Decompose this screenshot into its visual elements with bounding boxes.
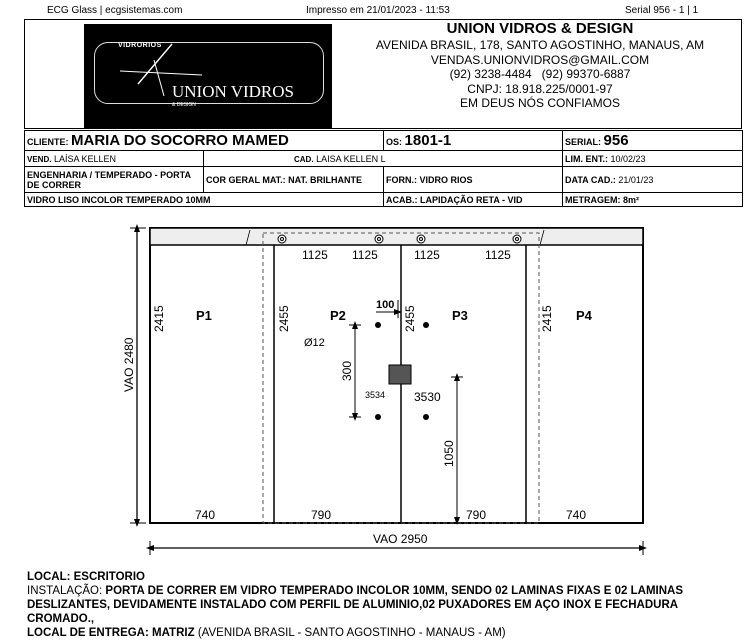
company-motto: EM DEUS NÓS CONFIAMOS: [459, 96, 620, 110]
instalacao-line: [27, 584, 742, 626]
handle-spacing-dim: 300: [340, 360, 354, 381]
metragem-cell: METRAGEM: 8m²: [563, 193, 743, 207]
entrega-line: LOCAL DE ENTREGA: MATRIZ (AVENIDA BRASIL - SANTO AGOSTINHO - MANAUS - AM): [27, 627, 506, 639]
entrega-address: (AVENIDA BRASIL - SANTO AGOSTINHO - MANAUS - AM): [197, 627, 506, 639]
product-type-cell: ENGENHARIA / TEMPERADO - PORTA DE CORRER: [25, 167, 204, 193]
height-dim-2: 2455: [277, 305, 291, 332]
logo-star-icon: [84, 24, 332, 128]
printed-date: Impresso em 21/01/2023 - 11:53: [306, 5, 450, 16]
top-rail: [150, 228, 643, 245]
height-dim-3: 2455: [403, 305, 417, 332]
os-number: 1801-1: [404, 132, 452, 149]
logo-sub-text: & DESIGN: [172, 102, 196, 108]
hole-label-left: 3534: [365, 390, 386, 400]
company-address: AVENIDA BRASIL, 178, SANTO AGOSTINHO, MANAUS, AM: [375, 38, 705, 52]
serial-cell: SERIAL: 956: [563, 131, 743, 151]
print-header: [0, 5, 752, 19]
instalacao-text: PORTA DE CORRER EM VIDRO TEMPERADO INCOLOR 10MM, SENDO 02 LAMINAS FIXAS E 02 LAMINAS DESLIZANTES, DEVIDAMENTE INSTALADO COM PERFIL DE ALUMINIO,02 PUXADORES EM AÇO INOX E FECHADURA CROMADO.,: [27, 585, 684, 625]
company-info: [340, 20, 740, 111]
vend-cell: VEND. LAÍSA KELLEN: [25, 151, 204, 167]
client-name: MARIA DO SOCORRO MAMED: [71, 132, 289, 149]
hole-label-right: 3530: [414, 390, 441, 404]
lim-cell: LIM. ENT.: 10/02/23: [563, 151, 743, 167]
handle-height-dim: 1050: [442, 440, 456, 467]
top-dim-3: 1125: [414, 248, 440, 262]
vao-height-dim: VAO 2480: [122, 337, 136, 392]
panel-label-p4: P4: [576, 308, 592, 323]
company-logo: [84, 24, 332, 128]
cor-geral-cell: COR GERAL MAT.: NAT. BRILHANTE: [204, 167, 384, 193]
order-info-table: [24, 130, 743, 207]
forn-cell: FORN.: VIDRO RIOS: [384, 167, 563, 193]
lim-date: 10/02/23: [610, 153, 646, 164]
cad-cell: CAD. LAISA KELLEN L: [204, 151, 563, 167]
acab-cell: ACAB.: LAPIDAÇÃO RETA - VID: [384, 193, 563, 207]
data-cad-date: 21/01/23: [618, 174, 654, 185]
data-cad-cell: DATA CAD.: 21/01/23: [563, 167, 743, 193]
entrega-value: MATRIZ: [152, 627, 195, 639]
cad-name: LAISA KELLEN L: [316, 153, 386, 164]
logo-small-text: VIDRORIOS: [118, 42, 162, 49]
company-cnpj: CNPJ: 18.918.225/0001-97: [467, 81, 613, 96]
logo-main-text: UNION VIDROS: [172, 82, 294, 101]
instalacao-label: INSTALAÇÃO:: [27, 585, 103, 597]
bottom-dim-4: 740: [566, 508, 587, 522]
top-dim-2: 1125: [352, 248, 378, 262]
company-phones: (92) 3238-4484 (92) 99370-6887: [449, 67, 631, 81]
vidro-cell: VIDRO LISO INCOLOR TEMPERADO 10MM: [25, 193, 384, 207]
software-label: ECG Glass | ecgsistemas.com: [47, 5, 183, 16]
panel-label-p3: P3: [452, 308, 468, 323]
height-dim-1: 2415: [152, 305, 166, 332]
client-cell: CLIENTE: MARIA DO SOCORRO MAMED: [25, 131, 384, 151]
height-dim-4: 2415: [540, 305, 554, 332]
vendor-name: LAÍSA KELLEN: [53, 153, 117, 164]
notes-section: [27, 570, 742, 640]
bottom-dim-2: 790: [311, 508, 332, 522]
panel-label-p2: P2: [330, 308, 346, 323]
hole-diameter-label: Ø12: [304, 337, 325, 349]
local-line: LOCAL: ESCRITORIO: [27, 571, 145, 583]
top-dim-4: 1125: [485, 248, 511, 262]
vao-width-dim: VAO 2950: [373, 532, 428, 546]
company-email: VENDAS.UNIONVIDROS@GMAIL.COM: [430, 52, 650, 67]
panel-label-p1: P1: [196, 308, 212, 323]
handle-offset-dim: 100: [376, 299, 395, 311]
technical-drawing: [0, 220, 752, 560]
serial-number: 956: [603, 132, 629, 149]
bottom-dim-1: 740: [195, 508, 216, 522]
os-cell: OS: 1801-1: [384, 131, 563, 151]
bottom-dim-3: 790: [466, 508, 487, 522]
lock-icon: [389, 365, 411, 384]
serial-page: Serial 956 - 1 | 1: [625, 5, 699, 16]
company-name: UNION VIDROS & DESIGN: [446, 20, 634, 37]
top-dim-1: 1125: [302, 248, 328, 262]
